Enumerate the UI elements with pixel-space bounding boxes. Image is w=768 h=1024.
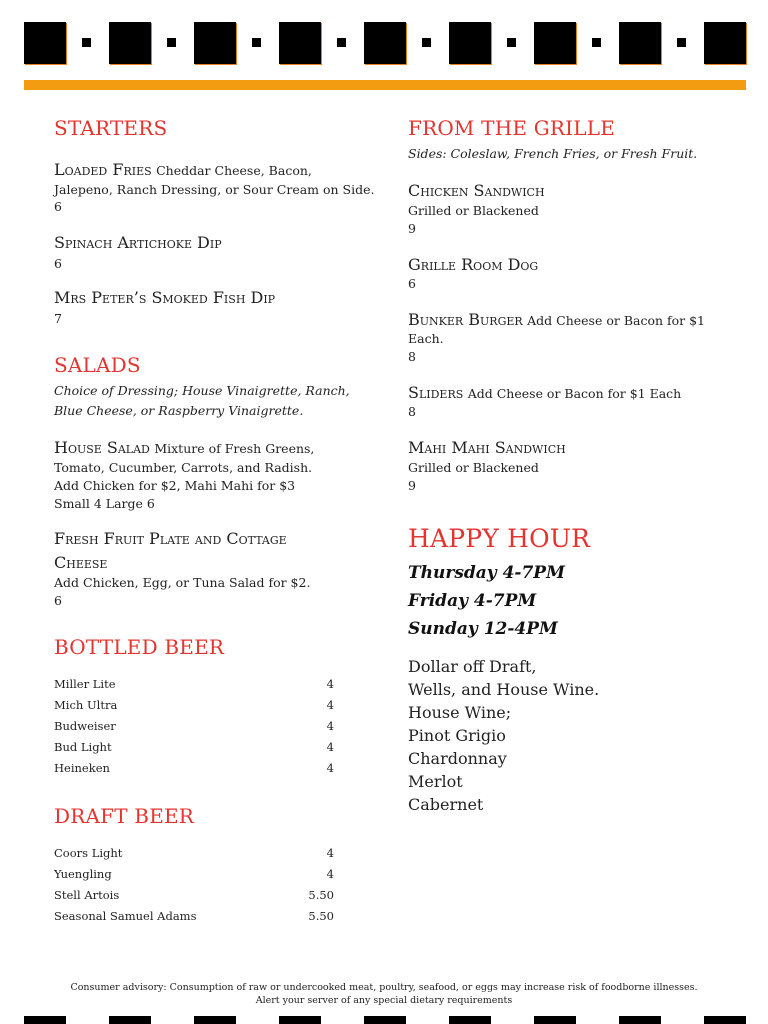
beer-price: 4 xyxy=(326,698,334,712)
item-name: Chicken Sandwich xyxy=(408,181,545,200)
menu-item-spinach-dip xyxy=(54,233,222,254)
happy-hour-line: Wells, and House Wine. xyxy=(408,680,600,699)
beer-price: 4 xyxy=(326,719,334,733)
bottled-beer-heading: BOTTLED BEER xyxy=(54,635,225,659)
beer-price: 4 xyxy=(326,740,334,754)
dressing-note-line2: Blue Cheese, or Raspberry Vinaigrette. xyxy=(54,403,304,418)
bottom-decorative-band xyxy=(24,1016,746,1024)
happy-hour-time-friday: Friday 4-7PM xyxy=(408,591,537,611)
item-name: Spinach Artichoke Dip xyxy=(54,233,222,252)
item-price: 6 xyxy=(54,199,62,214)
item-price: 6 xyxy=(408,276,416,291)
item-description-line: Grilled or Blackened xyxy=(408,460,539,475)
item-addon-line: Add Chicken for $2, Mahi Mahi for $3 xyxy=(54,478,296,493)
beer-name: Heineken xyxy=(54,761,110,775)
beer-row xyxy=(54,909,334,930)
item-description-line: Jalepeno, Ranch Dressing, or Sour Cream on Side. xyxy=(54,182,375,197)
beer-name: Coors Light xyxy=(54,846,123,860)
menu-item-sliders xyxy=(408,383,681,404)
item-price: 9 xyxy=(408,478,416,493)
item-price: 9 xyxy=(408,221,416,236)
dietary-notice: Alert your server of any special dietary requirements xyxy=(255,995,513,1006)
menu-item-mahi-sandwich xyxy=(408,438,566,459)
menu-item-grille-room-dog xyxy=(408,255,538,276)
beer-price: 5.50 xyxy=(308,909,334,923)
menu-item-bunker-burger xyxy=(408,310,705,331)
item-price: 6 xyxy=(54,593,62,608)
beer-price: 5.50 xyxy=(308,888,334,902)
happy-hour-line: Chardonnay xyxy=(408,749,507,768)
beer-name: Yuengling xyxy=(54,867,112,881)
item-addon-line: Add Chicken, Egg, or Tuna Salad for $2. xyxy=(54,575,311,590)
beer-row xyxy=(54,888,334,909)
item-name: Fresh Fruit Plate and Cottage xyxy=(54,529,287,548)
item-description: Add Cheese or Bacon for $1 xyxy=(527,313,706,328)
beer-name: Stell Artois xyxy=(54,888,120,902)
menu-item-fruit-plate xyxy=(54,529,287,550)
happy-hour-line: Pinot Grigio xyxy=(408,726,506,745)
draft-beer-list xyxy=(54,846,334,930)
item-description: Add Cheese or Bacon for $1 Each xyxy=(467,386,682,401)
menu-item-smoked-fish-dip xyxy=(54,288,275,309)
grille-heading: FROM THE GRILLE xyxy=(408,116,616,140)
beer-row xyxy=(54,698,334,719)
starters-heading: STARTERS xyxy=(54,116,168,140)
item-price: Small 4 Large 6 xyxy=(54,496,155,511)
draft-beer-heading: DRAFT BEER xyxy=(54,804,195,828)
bottled-beer-list xyxy=(54,677,334,782)
menu-item-chicken-sandwich xyxy=(408,181,545,202)
item-price: 8 xyxy=(408,404,416,419)
salads-heading: SALADS xyxy=(54,353,141,377)
consumer-advisory: Consumer advisory: Consumption of raw or undercooked meat, poultry, seafood, or eggs may increase risk of foodborne illnesses. xyxy=(70,982,698,993)
menu-item-loaded-fries xyxy=(54,160,312,181)
happy-hour-line: House Wine; xyxy=(408,703,512,722)
beer-name: Budweiser xyxy=(54,719,116,733)
item-price: 6 xyxy=(54,256,62,271)
item-name: Bunker Burger xyxy=(408,310,523,329)
beer-row xyxy=(54,719,334,740)
menu-item-house-salad xyxy=(54,438,314,459)
beer-name: Bud Light xyxy=(54,740,112,754)
item-name: House Salad xyxy=(54,438,150,457)
item-name: Grille Room Dog xyxy=(408,255,539,274)
item-description-line: Each. xyxy=(408,331,444,346)
happy-hour-line: Cabernet xyxy=(408,795,484,814)
item-price: 7 xyxy=(54,311,62,326)
item-description-line: Tomato, Cucumber, Carrots, and Radish. xyxy=(54,460,313,475)
happy-hour-line: Dollar off Draft, xyxy=(408,657,537,676)
orange-divider-bar xyxy=(24,80,746,90)
beer-row xyxy=(54,740,334,761)
sides-note: Sides: Coleslaw, French Fries, or Fresh Fruit. xyxy=(408,146,698,161)
item-price: 8 xyxy=(408,349,416,364)
beer-row xyxy=(54,761,334,782)
beer-row xyxy=(54,867,334,888)
item-name-continued: Cheese xyxy=(54,553,108,572)
item-name: Mahi Mahi Sandwich xyxy=(408,438,566,457)
beer-price: 4 xyxy=(326,761,334,775)
item-description-line: Grilled or Blackened xyxy=(408,203,539,218)
happy-hour-time-thursday: Thursday 4-7PM xyxy=(408,563,565,583)
beer-name: Seasonal Samuel Adams xyxy=(54,909,197,923)
beer-row xyxy=(54,677,334,698)
beer-price: 4 xyxy=(326,677,334,691)
beer-row xyxy=(54,846,334,867)
item-description: Mixture of Fresh Greens, xyxy=(154,441,315,456)
dressing-note: Choice of Dressing; House Vinaigrette, Ranch, xyxy=(54,383,350,398)
happy-hour-time-sunday: Sunday 12-4PM xyxy=(408,619,558,639)
beer-price: 4 xyxy=(326,846,334,860)
beer-name: Miller Lite xyxy=(54,677,116,691)
item-description: Cheddar Cheese, Bacon, xyxy=(156,163,312,178)
beer-name: Mich Ultra xyxy=(54,698,118,712)
happy-hour-line: Merlot xyxy=(408,772,463,791)
item-name: Loaded Fries xyxy=(54,160,152,179)
happy-hour-heading: HAPPY HOUR xyxy=(408,524,591,553)
beer-price: 4 xyxy=(326,867,334,881)
top-decorative-band xyxy=(24,22,746,64)
item-name: Sliders xyxy=(408,383,464,402)
item-name: Mrs Peter’s Smoked Fish Dip xyxy=(54,288,276,307)
menu-item-fruit-plate-line2 xyxy=(54,553,107,574)
